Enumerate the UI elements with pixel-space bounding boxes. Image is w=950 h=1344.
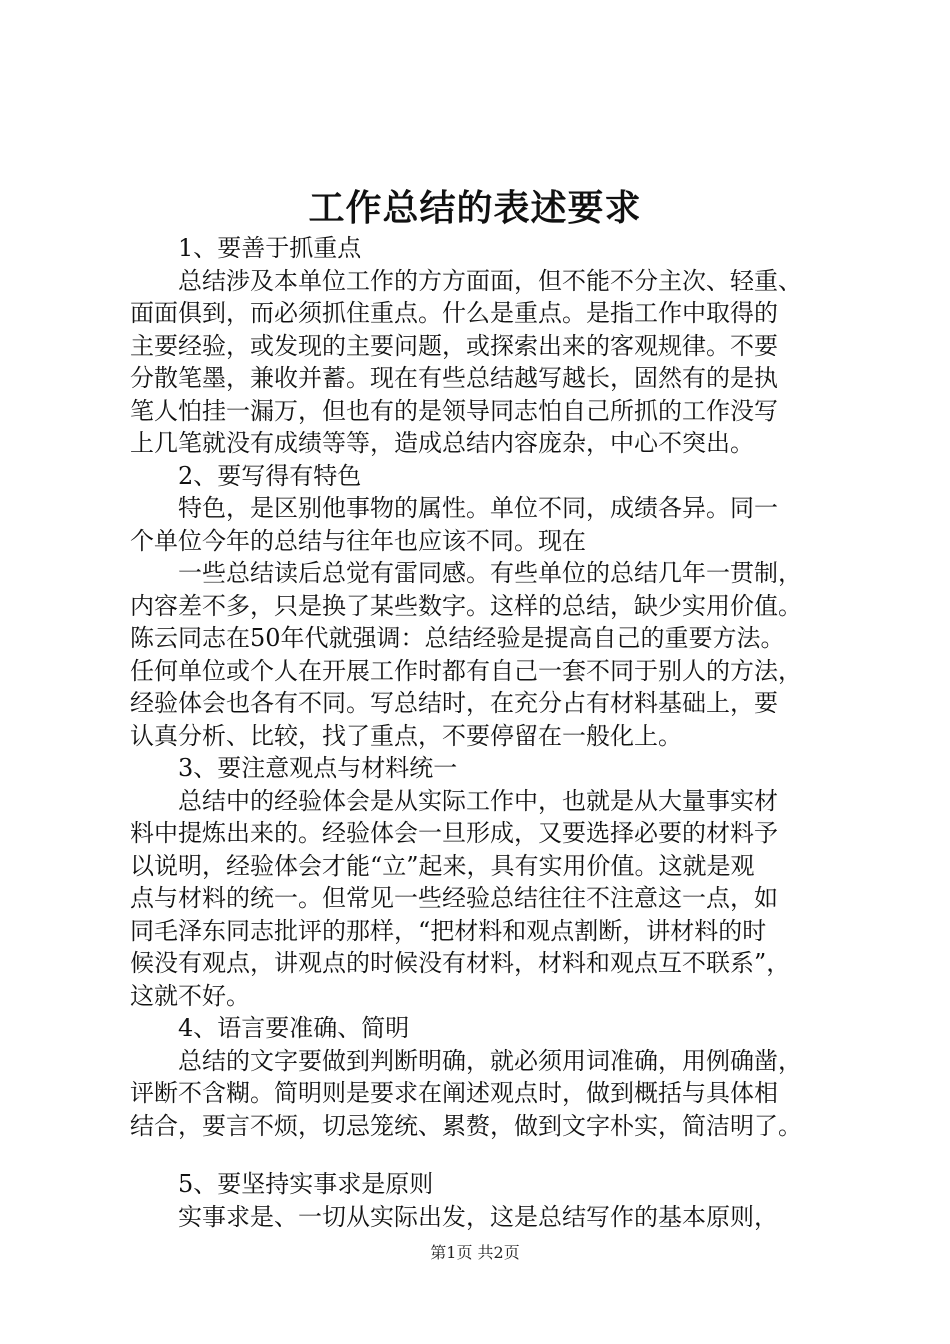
heading-3: 3、要注意观点与材料统一 [178,754,458,782]
paragraph-line: 认真分析、比较，找了重点，不要停留在一般化上。 [130,721,682,750]
paragraph-line: 主要经验，或发现的主要问题，或探索出来的客观规律。不要 [130,331,778,360]
paragraph-line: 总结的文字要做到判断明确，就必须用词准确，用例确凿， [178,1046,802,1075]
paragraph-line: 结合，要言不烦，切忌笼统、累赘，做到文字朴实，简洁明了。 [130,1111,802,1140]
paragraph-line: 料中提炼出来的。经验体会一旦形成，又要选择必要的材料予 [130,819,778,847]
paragraph-line: 以说明，经验体会才能“立”起来，具有实用价值。这就是观 [130,851,755,880]
paragraph-line: 经验体会也各有不同。写总结时，在充分占有材料基础上，要 [130,689,778,717]
paragraph-line: 笔人怕挂一漏万，但也有的是领导同志怕自己所抓的工作没写 [130,396,778,425]
paragraph-line: 面面俱到，而必须抓住重点。什么是重点。是指工作中取得的 [130,299,778,327]
paragraph-line: 这就不好。 [130,981,250,1010]
paragraph-line: 总结涉及本单位工作的方方面面，但不能不分主次、轻重、 [178,266,802,295]
paragraph-line: 评断不含糊。简明则是要求在阐述观点时，做到概括与具体相 [130,1079,778,1107]
paragraph-line: 内容差不多，只是换了某些数字。这样的总结，缺少实用价值。 [130,591,802,620]
paragraph-line: 同毛泽东同志批评的那样，“把材料和观点割断，讲材料的时 [130,916,767,945]
document-body [130,232,842,1233]
heading-4: 4、语言要准确、简明 [178,1014,410,1042]
heading-5: 5、要坚持实事求是原则 [178,1170,434,1198]
heading-1: 1、要善于抓重点 [178,234,362,262]
paragraph-line: 候没有观点，讲观点的时候没有材料，材料和观点互不联系”， [130,949,791,977]
paragraph-line: 总结中的经验体会是从实际工作中，也就是从大量事实材 [178,786,778,815]
paragraph-line: 陈云同志在50年代就强调：总结经验是提高自己的重要方法。 [130,624,785,652]
paragraph-line: 上几笔就没有成绩等等，造成总结内容庞杂，中心不突出。 [130,429,754,457]
paragraph-line: 个单位今年的总结与往年也应该不同。现在 [130,526,586,555]
page-number: 第1页 共2页 [430,1243,520,1262]
paragraph-line: 分散笔墨，兼收并蓄。现在有些总结越写越长，固然有的是执 [130,364,778,392]
paragraph-line: 实事求是、一切从实际出发，这是总结写作的基本原则， [178,1202,778,1231]
document-title: 工作总结的表述要求 [308,187,642,229]
heading-2: 2、要写得有特色 [178,461,362,490]
paragraph-gap [130,1142,842,1168]
paragraph-line: 任何单位或个人在开展工作时都有自己一套不同于别人的方法， [130,656,802,685]
paragraph-line: 特色，是区别他事物的属性。单位不同，成绩各异。同一 [178,494,778,522]
paragraph-line: 点与材料的统一。但常见一些经验总结往往不注意这一点，如 [130,884,778,912]
paragraph-line: 一些总结读后总觉有雷同感。有些单位的总结几年一贯制， [178,559,802,587]
